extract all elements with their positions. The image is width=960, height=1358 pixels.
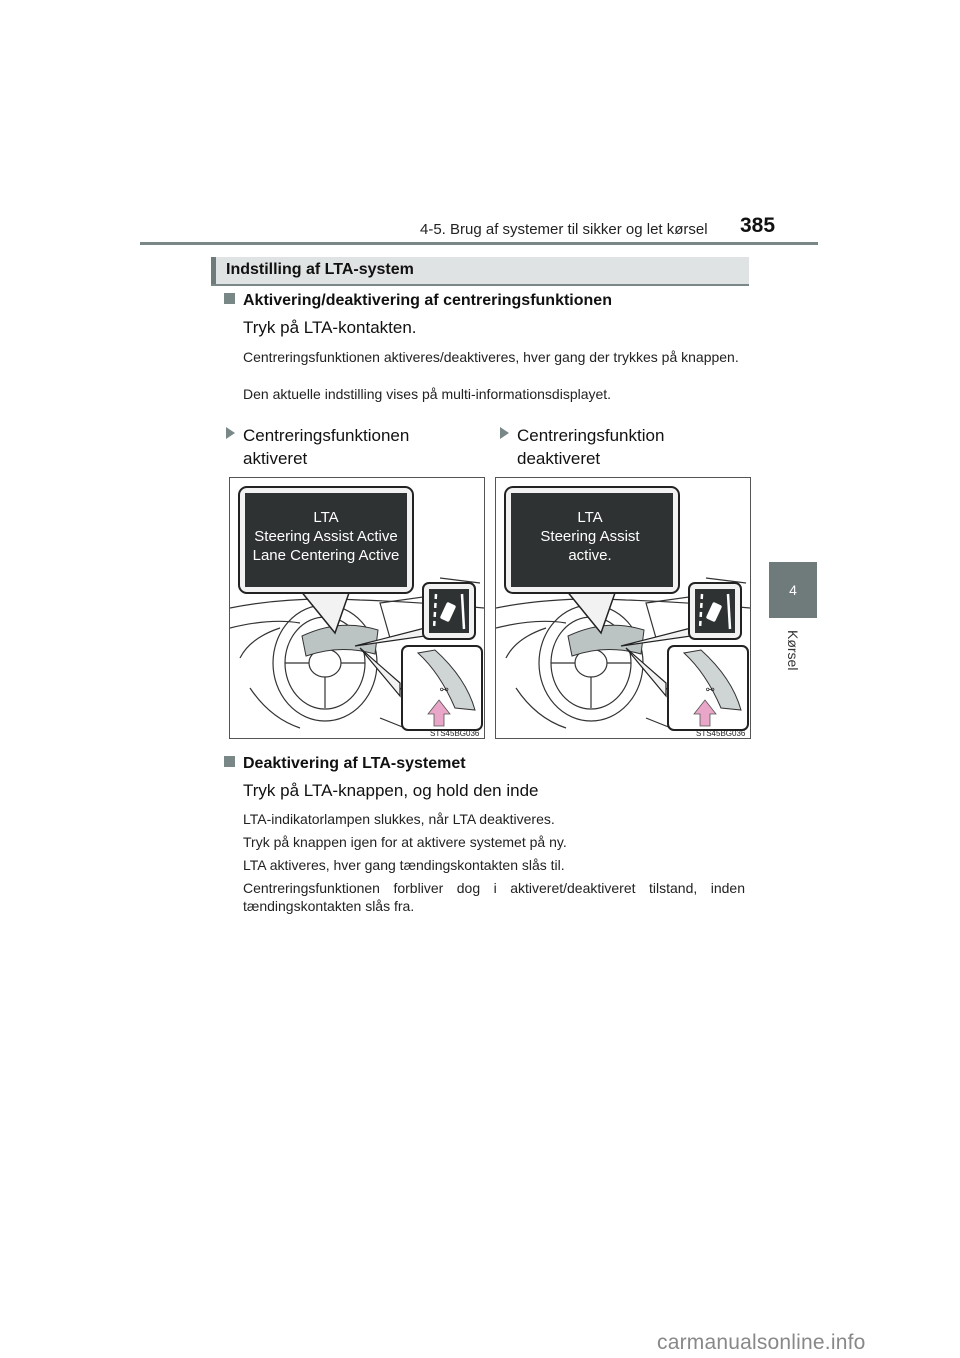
paragraph-ignition-on: LTA aktiveres, hver gang tændingskontakten slås til. (243, 857, 565, 873)
cluster-highlight (568, 625, 644, 656)
square-bullet-icon (224, 756, 235, 767)
page-number: 385 (740, 214, 776, 237)
figure-activated (229, 477, 485, 739)
switch-pointer (626, 648, 666, 696)
screen-line-1: LTA (313, 509, 339, 526)
section-title: Indstilling af LTA-system (226, 261, 414, 278)
lta-switch-callout (668, 646, 748, 730)
paragraph-toggle: Centreringsfunktionen aktiveres/deaktiveres, hver gang der trykkes på knappen. (243, 349, 739, 365)
screen-line-1: LTA (577, 509, 603, 526)
triangle-bullet-icon (500, 427, 509, 439)
lta-indicator-icon (423, 583, 475, 639)
cluster-highlight (302, 625, 378, 656)
screen-line-3: Lane Centering Active (252, 547, 400, 564)
header-rule (140, 242, 818, 245)
figure-code: STS45BG036 (430, 729, 480, 738)
screen-line-2: Steering Assist Active (254, 528, 398, 545)
subsection-heading-activation: Aktivering/deaktivering af centreringsfunktionen (224, 292, 612, 310)
figure-code: STS45BG036 (696, 729, 746, 738)
watermark: carmanualsonline.info (657, 1331, 866, 1354)
step-press-lta-switch: Tryk på LTA-kontakten. (243, 318, 417, 337)
figure-caption-deactivated: Centreringsfunktion deaktiveret (500, 424, 664, 470)
lta-indicator-icon (689, 583, 741, 639)
paragraph-indicator-off: LTA-indikatorlampen slukkes, når LTA deaktiveres. (243, 811, 555, 827)
paragraph-display: Den aktuelle indstilling vises på multi-informationsdisplayet. (243, 386, 612, 402)
svg-text:⚯: ⚯ (440, 685, 449, 696)
section-heading-bar (211, 257, 749, 286)
svg-text:⚯: ⚯ (706, 685, 715, 696)
figure-caption-activated: Centreringsfunktionen aktiveret (226, 424, 409, 470)
lta-switch-callout (402, 646, 482, 730)
screen-line-3: active. (568, 547, 612, 564)
running-header: 4-5. Brug af systemer til sikker og let kørsel (420, 221, 708, 238)
triangle-bullet-icon (226, 427, 235, 439)
switch-pointer (360, 648, 400, 696)
step-press-hold-lta: Tryk på LTA-knappen, og hold den inde (243, 781, 539, 800)
screen-line-2: Steering Assist (540, 528, 640, 545)
section-accent (211, 257, 216, 284)
chapter-label: Kørsel (785, 630, 801, 671)
paragraph-centering-retained: Centreringsfunktionen forbliver dog i aktiveret/deaktiveret tilstand, inden tændingskontakten slås fra. (243, 880, 745, 914)
subsection-heading-deactivation: Deaktivering af LTA-systemet (224, 755, 466, 773)
square-bullet-icon (224, 293, 235, 304)
figure-deactivated (495, 477, 751, 739)
chapter-tab: 4 (769, 562, 817, 618)
paragraph-reactivate: Tryk på knappen igen for at aktivere systemet på ny. (243, 834, 567, 850)
